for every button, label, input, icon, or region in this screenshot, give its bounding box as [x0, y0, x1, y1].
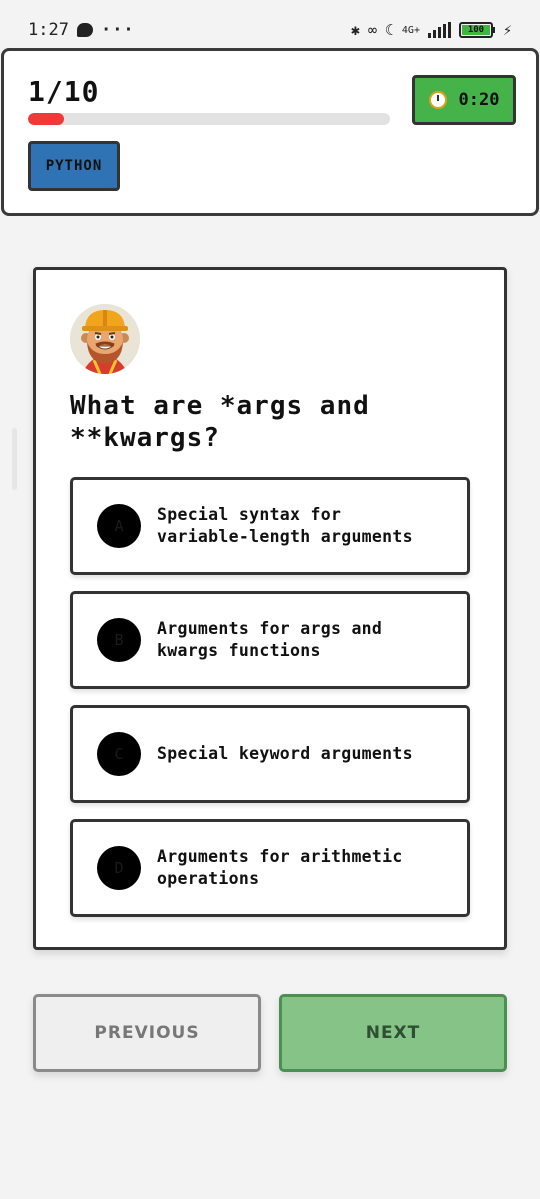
- option-letter-badge: C: [97, 732, 141, 776]
- bluetooth-icon: ✱: [350, 21, 360, 39]
- option-text: Arguments for args and kwargs functions: [157, 619, 383, 660]
- battery-level: 100: [462, 25, 490, 35]
- chat-icon: [77, 23, 93, 37]
- option-c[interactable]: [70, 705, 470, 803]
- stopwatch-icon: [429, 91, 447, 109]
- battery-icon: [459, 22, 495, 38]
- question-text: What are *args and **kwargs?: [70, 391, 370, 453]
- signal-icon: [428, 22, 451, 38]
- link-icon: ∞: [367, 21, 377, 39]
- previous-button[interactable]: PREVIOUS: [33, 994, 261, 1072]
- option-text: Special keyword arguments: [157, 744, 413, 763]
- progress-bar-fill: [28, 113, 64, 125]
- charging-icon: ⚡: [502, 21, 512, 39]
- question-counter: 1/10: [28, 75, 100, 108]
- status-time: 1:27: [28, 20, 69, 40]
- quiz-header-card: [1, 48, 539, 216]
- status-right: [351, 21, 512, 39]
- moon-icon: ☾: [384, 21, 394, 39]
- option-letter-badge: D: [97, 846, 141, 890]
- topic-tag[interactable]: PYTHON: [28, 141, 120, 191]
- next-button[interactable]: NEXT: [279, 994, 507, 1072]
- progress-bar: [28, 113, 390, 125]
- edge-swipe-handle[interactable]: [12, 428, 17, 490]
- option-text: Special syntax for variable-length arguments: [157, 505, 413, 546]
- network-type: 4G+: [401, 24, 420, 36]
- option-letter-badge: A: [97, 504, 141, 548]
- option-d[interactable]: [70, 819, 470, 917]
- builder-avatar-icon: [70, 304, 140, 374]
- status-left: [28, 20, 135, 40]
- more-notifications-icon: ···: [100, 20, 135, 40]
- option-letter-badge: B: [97, 618, 141, 662]
- option-text: Arguments for arithmetic operations: [157, 847, 403, 888]
- timer-badge: [412, 75, 516, 125]
- timer-value: 0:20: [458, 90, 500, 110]
- question-card: [33, 267, 507, 950]
- answer-options: [70, 477, 470, 933]
- option-b[interactable]: [70, 591, 470, 689]
- option-a[interactable]: [70, 477, 470, 575]
